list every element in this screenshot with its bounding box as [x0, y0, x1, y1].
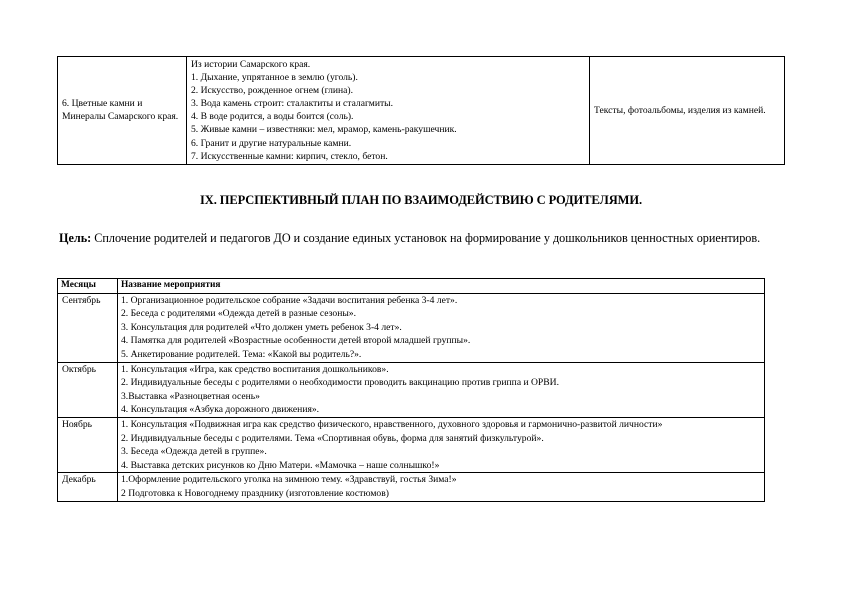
content-line: 5. Живые камни – известняки: мел, мрамор, камень-ракушечник. — [191, 124, 457, 136]
content-line: 7. Искусственные камни: кирпич, стекло, бетон. — [191, 150, 388, 162]
month-cell: Октябрь — [58, 362, 118, 417]
content-line: 1. Дыхание, упрятанное в землю (уголь). — [191, 72, 358, 84]
event-item: 2. Беседа с родителями «Одежда детей в разные сезоны». — [121, 308, 356, 320]
event-item: 5. Анкетирование родителей. Тема: «Какой вы родитель?». — [121, 348, 362, 360]
header-event-name: Название мероприятия — [118, 279, 765, 294]
content-line: 3. Вода камень строит: сталактиты и сталагмиты. — [191, 98, 394, 110]
event-item: 4. Памятка для родителей «Возрастные особенности детей второй младшей группы». — [121, 335, 471, 347]
events-cell — [118, 362, 765, 417]
table-row — [58, 417, 765, 472]
month-cell: Декабрь — [58, 473, 118, 501]
table-row — [58, 293, 765, 362]
events-cell — [118, 293, 765, 362]
content-line: 4. В воде родится, а воды боится (соль). — [191, 111, 354, 123]
content-line: 6. Гранит и другие натуральные камни. — [191, 137, 352, 149]
goal-paragraph — [59, 230, 789, 246]
goal-text: Сплочение родителей и педагогов ДО и создание единых установок на формирование у дошкольников ценностных ориентиров. — [91, 231, 761, 245]
section-heading: IX. ПЕРСПЕКТИВНЫЙ ПЛАН ПО ВЗАИМОДЕЙСТВИЮ С РОДИТЕЛЯМИ. — [200, 193, 642, 207]
event-item: 2. Индивидуальные беседы с родителями. Тема «Спортивная обувь, форма для занятий физкультурой». — [121, 432, 544, 444]
events-cell — [118, 417, 765, 472]
parents-plan-table — [57, 278, 765, 502]
month-cell: Сентябрь — [58, 293, 118, 362]
event-item: 1.Оформление родительского уголка на зимнюю тему. «Здравствуй, гостья Зима!» — [121, 474, 457, 486]
event-item: 3. Консультация для родителей «Что должен уметь ребенок 3-4 лет». — [121, 321, 402, 333]
content-line: 2. Искусство, рожденное огнем (глина). — [191, 85, 353, 97]
event-item: 3. Беседа «Одежда детей в группе». — [121, 446, 267, 458]
materials-cell: Тексты, фотоальбомы, изделия из камней. — [590, 57, 785, 165]
event-item: 3.Выставка «Разноцветная осень» — [121, 390, 260, 402]
topics-table — [57, 56, 785, 165]
content-line: Из истории Самарского края. — [191, 59, 311, 70]
topic-cell: 6. Цветные камни и Минералы Самарского края. — [58, 57, 187, 165]
event-item: 1. Консультация «Игра, как средство воспитания дошкольников». — [121, 363, 389, 375]
event-item: 1. Консультация «Подвижная игра как средство физического, нравственного, духовного здоровья и гармонично-развитой личности» — [121, 418, 663, 430]
month-cell: Ноябрь — [58, 417, 118, 472]
header-months: Месяцы — [58, 279, 118, 294]
table-row — [58, 57, 785, 165]
table-row — [58, 362, 765, 417]
content-cell — [187, 57, 590, 165]
event-item: 1. Организационное родительское собрание «Задачи воспитания ребенка 3-4 лет». — [121, 294, 458, 306]
events-cell — [118, 473, 765, 501]
goal-label: Цель: — [59, 231, 92, 245]
table-row — [58, 473, 765, 501]
event-item: 2 Подготовка к Новогоднему празднику (изготовление костюмов) — [121, 487, 389, 499]
table-header-row — [58, 279, 765, 294]
event-item: 4. Выставка детских рисунков ко Дню Матери. «Мамочка – наше солнышко!» — [121, 459, 440, 471]
event-item: 2. Индивидуальные беседы с родителями о необходимости проводить вакцинацию против гриппа и ОРВИ. — [121, 377, 559, 389]
event-item: 4. Консультация «Азбука дорожного движения». — [121, 404, 320, 416]
